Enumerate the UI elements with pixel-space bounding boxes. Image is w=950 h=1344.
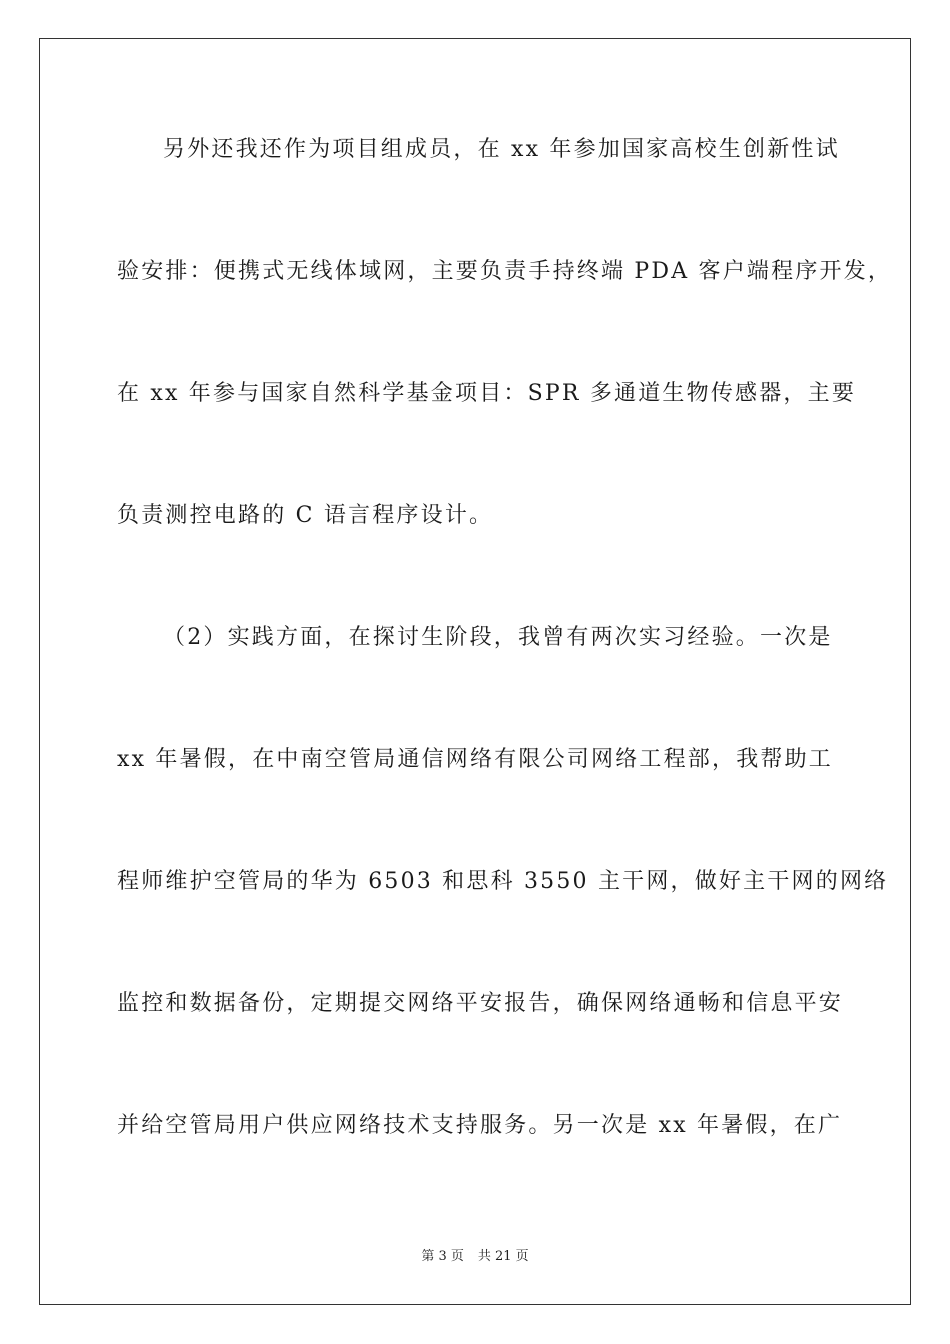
current-page-number: 第 3 页	[421, 1249, 464, 1264]
paragraph-line: 监控和数据备份，定期提交网络平安报告，确保网络通畅和信息平安	[117, 991, 844, 1016]
paragraph-line: 验安排：便携式无线体域网，主要负责手持终端 PDA 客户端程序开发，	[117, 259, 893, 284]
paragraph-line: 并给空管局用户供应网络技术支持服务。另一次是 xx 年暑假，在广	[117, 1113, 843, 1138]
total-page-count: 共 21 页	[477, 1249, 529, 1264]
paragraph-line: xx 年暑假，在中南空管局通信网络有限公司网络工程部，我帮助工	[117, 747, 834, 772]
paragraph-line: 负责测控电路的 C 语言程序设计。	[117, 503, 494, 528]
page-frame	[39, 38, 911, 1305]
page-footer	[40, 1248, 910, 1266]
paragraph-line: 另外还我还作为项目组成员，在 xx 年参加国家高校生创新性试	[163, 137, 840, 162]
paragraph-line: 程师维护空管局的华为 6503 和思科 3550 主干网，做好主干网的网络	[117, 869, 889, 894]
paragraph-line: （2）实践方面，在探讨生阶段，我曾有两次实习经验。一次是	[163, 625, 833, 650]
paragraph-line: 在 xx 年参与国家自然科学基金项目：SPR 多通道生物传感器，主要	[117, 381, 857, 406]
